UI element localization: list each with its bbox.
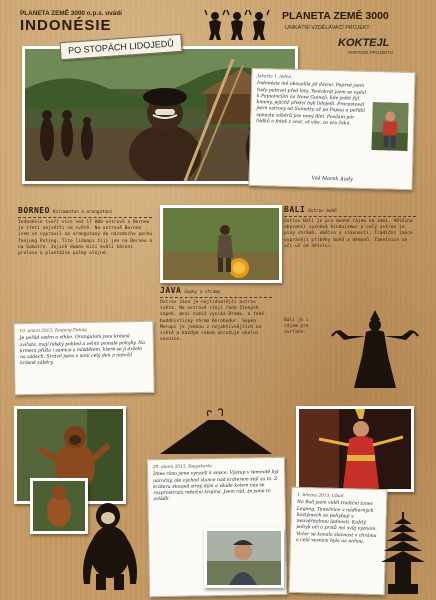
- java-text: Ostrov Jáva je nejlidnatější ostrov světa. Na ostrově stojí řada činných sopek, mezi nimiž vyniká Bromo, a také buddhistický chrám Borobudur. Sopka Merapi je jednou z nejaktivnějších na světě a každým rokem ohrožuje okolní vesnice.: [160, 300, 265, 343]
- sponsor-logo: KOKTEJL: [338, 37, 390, 49]
- intro-note-text: Indonésie mě okouzlila již dávno. Poprvé jsem tudy putoval před lety. Tentokrát jsem se vydal k Papuáncům na Nové Guineji, kde ještě žijí kmeny, jejichž předci byli lidojedi. Procestoval jsem ostrovy od Sumatry až po Papuu a pořídil spoustu záběrů pro nový film. Posílám pár řádků a fotek z cest, ať víte, co vás čeká.: [256, 81, 367, 127]
- bali-note-text: Na Bali jsem viděl tradiční tanec Legong. Tanečnice v nádherných kostýmech se pohybují s neuvěřitelnou ladností. Každý pohyb očí a prstů má svůj význam. Večer se konala slavnost v chrámu a celá vesnice byla na nohou.: [295, 500, 377, 545]
- bali-note-date: 1. března 2013, Ubud: [297, 491, 344, 499]
- author-photo: [371, 102, 408, 151]
- bali-note: [289, 487, 388, 595]
- borneo-subtitle: Kalimantan a orangutani: [52, 210, 113, 215]
- bali-divider: [284, 216, 416, 217]
- bali-text: Ostrov Bali je pro mnohé rájem na zemi. Většina obyvatel vyznává hinduismus a celý ostrov je plný chrámů, obětin a slavností. Tradiční tance vyprávějí příběhy bohů a démonů. Tanečnice se učí už od dětství.: [284, 219, 413, 249]
- borneo-text: Indonésie tvoří více než 17 000 ostrovů a Borneo je třetí největší na světě. Na ostrově Borneo jsem se vypravil za orangutany do národního parku Tanjung Puting. Tito lidoopi žijí jen na Borneu a na Sumatře. Jejich domov mizí kvůli kácení pralesa a plantážím palmy olejné.: [18, 220, 153, 257]
- borneo-note-text: Je pořád vedro a vlhko. Orangutani jsou krásná zvířata, mají lidský pohled a velmi pomalé pohyby. Na krmení přišla i samice s mládětem, které se jí drželo na zádech. Strávil jsem s nimi celý den a natočil krásné záběry.: [19, 334, 146, 367]
- pagoda-silhouette: [380, 512, 426, 596]
- subtitle-banner: PO STOPÁCH LIDOJEDŮ: [60, 34, 183, 60]
- java-subtitle: Sopky a chrámy: [184, 290, 221, 295]
- bali-dancer-silhouette: [330, 306, 420, 390]
- borneo-title: [18, 206, 112, 215]
- java-note-text: Dnes ráno jsme vyrazili k sopce. Výstup v temnotě byl náročný, ale východ slunce nad kráterem stál za to. Z kráteru stoupal sirný dým a všude kolem nás se rozprostírala měsíční krajina. Jsem rád, že jsme to zvládli.: [153, 470, 279, 503]
- bali-footer: Bali je i rájem pro surfaře.: [284, 318, 309, 336]
- java-note-date: 20. února 2013, Yogyakarta: [152, 463, 212, 470]
- brand-title: PLANETA ZEMĚ 3000: [282, 10, 389, 22]
- sponsor-subtitle: PARTNER PROJEKTU: [348, 50, 394, 55]
- intro-note-date: Jakarta 1. ledna: [257, 73, 292, 79]
- borneo-note: [13, 321, 154, 395]
- borneo-note-date: 10. února 2013, Tanjung Puting: [19, 326, 87, 334]
- intro-note: [248, 68, 415, 190]
- bali-title-text: BALI: [284, 205, 306, 214]
- bali-subtitle: Ostrov bohů: [308, 209, 337, 214]
- java-title: [160, 286, 220, 295]
- volcano-silhouette: [160, 408, 272, 454]
- java-title-text: JÁVA: [160, 286, 182, 295]
- brand-subtitle: UNIKÁTNÍ VZDĚLÁVACÍ PROJEKT: [285, 25, 370, 31]
- bali-title: [284, 205, 337, 214]
- hiker-portrait-photo: [204, 528, 284, 588]
- planet-line: PLANETA ZEMĚ 3000 o.p.s. uvádí: [20, 10, 122, 17]
- orangutan-silhouette: [78, 500, 142, 592]
- borneo-title-text: BORNEO: [18, 206, 50, 215]
- java-farmer-photo: [160, 205, 282, 283]
- java-divider: [160, 297, 272, 298]
- bali-dancer-photo: [296, 406, 414, 492]
- country-title: INDONÉSIE: [20, 17, 112, 34]
- borneo-divider: [18, 217, 152, 218]
- intro-signature: Váš Marek Audy: [311, 175, 353, 183]
- tribal-figures-logo: [204, 7, 270, 41]
